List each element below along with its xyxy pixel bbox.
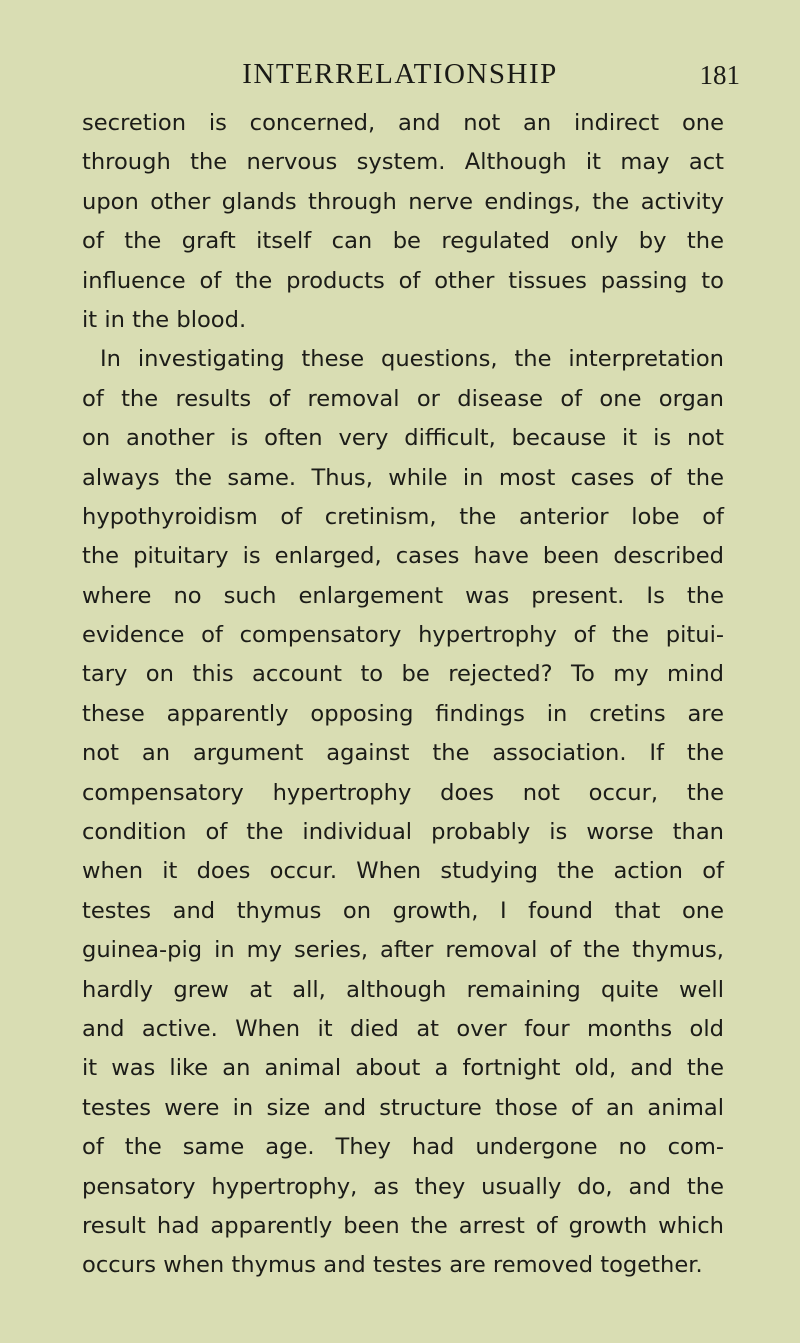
text-line: not an argument against the association. If the [82,740,724,767]
page-number: 181 [699,60,740,90]
text-line: and active. When it died at over four months old [82,1015,724,1042]
text-line: the pituitary is enlarged, cases have been described [82,543,724,570]
body-text [82,104,724,1286]
text-line: condition of the individual probably is worse than [82,819,724,846]
text-line: guinea-pig in my series, after removal of the thymus, [82,937,724,964]
text-line: it in the blood. [82,306,247,333]
text-line: of the results of removal or disease of one organ [82,385,724,412]
text-line: testes were in size and structure those of an animal [82,1094,724,1121]
text-line: tary on this account to be rejected? To my mind [82,661,724,688]
text-line: secretion is concerned, and not an indirect one [82,110,724,136]
text-line: pensatory hypertrophy, as they usually do, and the [82,1173,724,1200]
text-line: hardly grew at all, although remaining quite well [82,976,724,1003]
text-line: of the graft itself can be regulated only by the [82,228,724,255]
running-head [60,58,740,94]
text-line: these apparently opposing findings in cretins are [82,700,724,727]
text-line: when it does occur. When studying the action of [82,858,724,885]
text-line: through the nervous system. Although it may act [82,149,724,176]
text-line: result had apparently been the arrest of growth which [82,1212,724,1239]
text-line: on another is often very difficult, because it is not [82,425,724,452]
text-line: testes and thymus on growth, I found that one [82,897,724,924]
text-line: In investigating these questions, the interpretation [100,346,724,373]
text-line: always the same. Thus, while in most cases of the [82,464,724,491]
text-line: of the same age. They had undergone no com- [82,1134,724,1161]
text-line: evidence of compensatory hypertrophy of the pitui- [82,622,724,649]
text-line: compensatory hypertrophy does not occur, the [82,779,724,806]
text-line: hypothyroidism of cretinism, the anterior lobe of [82,503,724,530]
text-line: occurs when thymus and testes are removed together. [82,1252,703,1279]
text-line: influence of the products of other tissues passing to [82,267,724,294]
text-line: where no such enlargement was present. Is the [82,582,724,609]
text-line: it was like an animal about a fortnight old, and the [82,1055,724,1082]
text-line: upon other glands through nerve endings, the activity [82,188,724,215]
running-title: INTERRELATIONSHIP [242,58,558,90]
